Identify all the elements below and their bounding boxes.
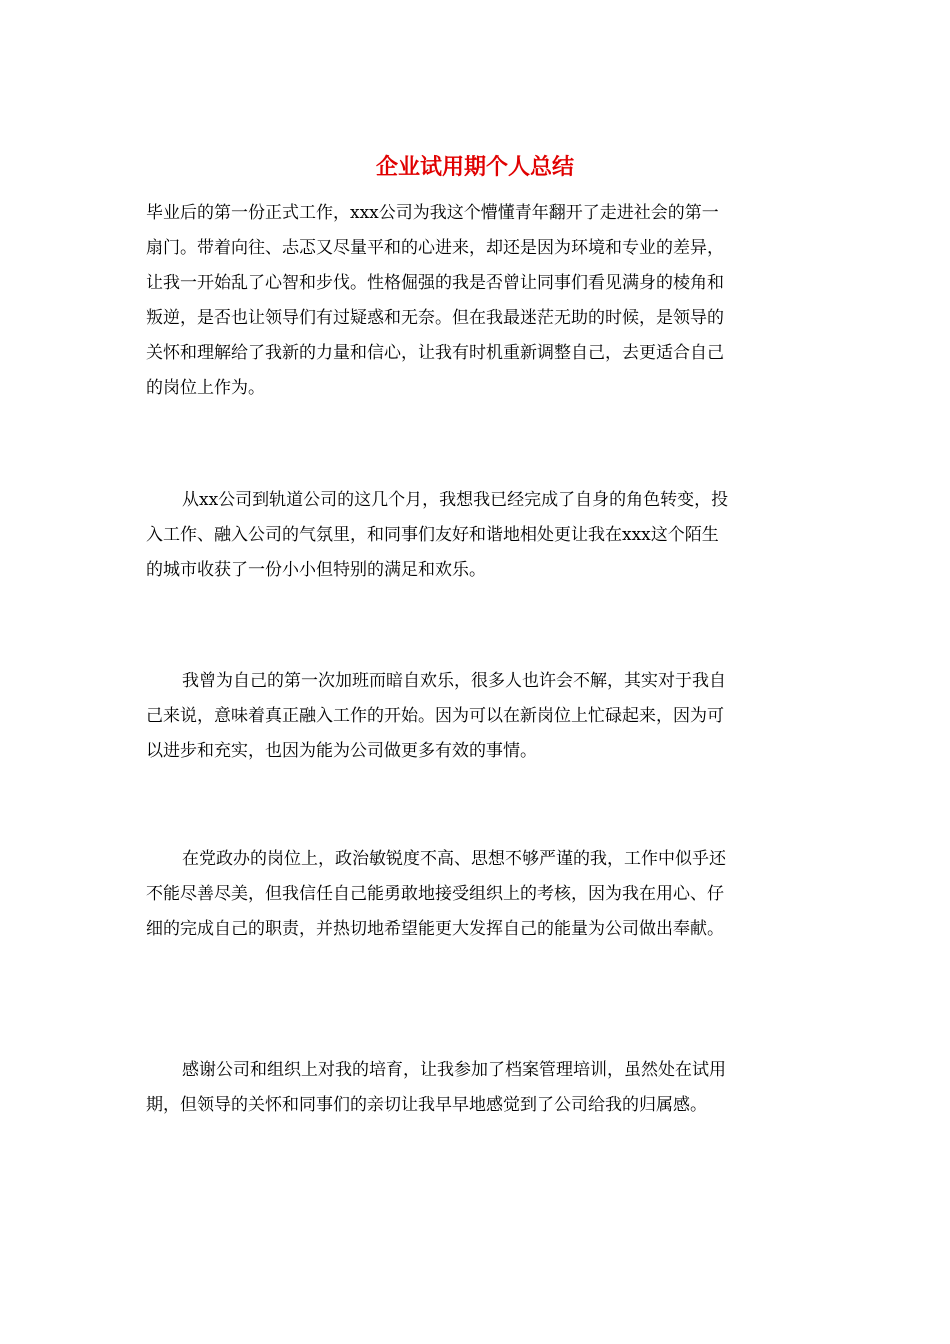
paragraph-line: 的城市收获了一份小小但特别的满足和欢乐。	[146, 560, 486, 580]
paragraph-line: 毕业后的第一份正式工作，xxx公司为我这个懵懂青年翻开了走进社会的第一	[146, 203, 719, 223]
paragraph-line: 己来说，意味着真正融入工作的开始。因为可以在新岗位上忙碌起来，因为可	[146, 706, 724, 726]
document-title: 企业试用期个人总结	[375, 154, 574, 180]
paragraph-line: 期，但领导的关怀和同事们的亲切让我早早地感觉到了公司给我的归属感。	[146, 1095, 707, 1115]
paragraph-line: 的岗位上作为。	[146, 378, 265, 398]
paragraph-line: 在党政办的岗位上，政治敏锐度不高、思想不够严谨的我，工作中似乎还	[182, 849, 726, 869]
paragraph-line: 我曾为自己的第一次加班而暗自欢乐，很多人也许会不解，其实对于我自	[182, 671, 726, 691]
paragraph-line: 感谢公司和组织上对我的培育，让我参加了档案管理培训，虽然处在试用	[182, 1060, 726, 1080]
paragraph-line: 关怀和理解给了我新的力量和信心，让我有时机重新调整自己，去更适合自己	[146, 343, 724, 363]
paragraph-line: 以进步和充实，也因为能为公司做更多有效的事情。	[146, 741, 537, 761]
paragraph-line: 叛逆，是否也让领导们有过疑惑和无奈。但在我最迷茫无助的时候，是领导的	[146, 308, 724, 328]
paragraph-line: 让我一开始乱了心智和步伐。性格倔强的我是否曾让同事们看见满身的棱角和	[146, 273, 724, 293]
paragraph-line: 不能尽善尽美，但我信任自己能勇敢地接受组织上的考核，因为我在用心、仔	[146, 884, 724, 904]
paragraph-line: 细的完成自己的职责，并热切地希望能更大发挥自己的能量为公司做出奉献。	[146, 919, 724, 939]
paragraph-line: 从xx公司到轨道公司的这几个月，我想我已经完成了自身的角色转变，投	[182, 490, 729, 510]
paragraph-line: 扇门。带着向往、忐忑又尽量平和的心进来，却还是因为环境和专业的差异，	[146, 238, 724, 258]
paragraph-line: 入工作、融入公司的气氛里，和同事们友好和谐地相处更让我在xxx这个陌生	[146, 525, 719, 545]
